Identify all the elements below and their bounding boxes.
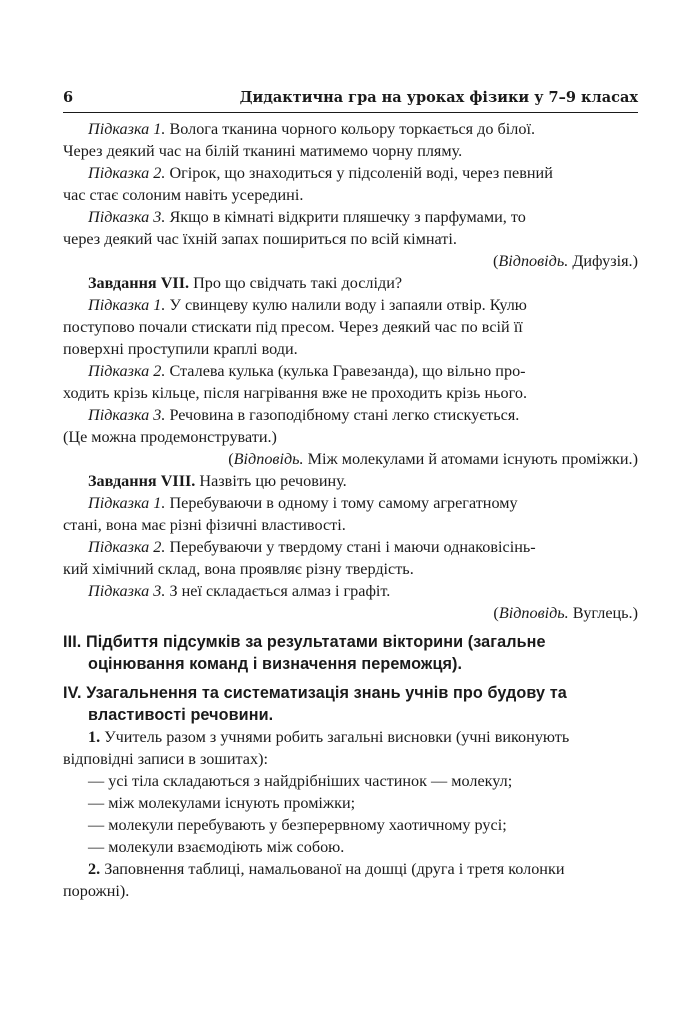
hint-text: Огірок, що знаходиться у підсоленій воді, через певний: [165, 164, 553, 182]
hint-text: У свинцеву кулю налили воду і запаяли отвір. Кулю: [165, 296, 527, 314]
numbered-item-1: [63, 726, 638, 858]
hint-text: час стає солоним навіть усередині.: [63, 186, 304, 204]
hint-label: Підказка 2.: [88, 164, 166, 182]
task-label: Завдання VIII.: [88, 472, 196, 490]
answer: (Відповідь. Вуглець.): [493, 604, 638, 622]
hint-text: поверхні проступили краплі води.: [63, 340, 298, 358]
list-item: — молекули перебувають у безперервному хаотичному русі;: [88, 816, 507, 834]
section-4-heading: IV. Узагальнення та систематизація знань учнів про будову та властивості речовини.: [63, 684, 567, 724]
hint-text: через деякий час їхній запах пошириться по всій кімнаті.: [63, 230, 457, 248]
answer-label: Відповідь.: [233, 450, 304, 468]
hint-label: Підказка 3.: [88, 406, 166, 424]
hint-3: [63, 206, 638, 250]
answer-label: Відповідь.: [498, 604, 569, 622]
answer-text: Між молекулами й атомами існують проміжки.): [303, 450, 638, 468]
hint-label: Підказка 1.: [88, 494, 166, 512]
task-label: Завдання VII.: [88, 274, 190, 292]
answer: (Відповідь. Дифузія.): [493, 252, 638, 270]
hint-label: Підказка 3.: [88, 208, 166, 226]
item-text: Заповнення таблиці, намальованої на дошці (друга і третя колонки: [100, 860, 565, 878]
list-item: — усі тіла складаються з найдрібніших частинок — молекул;: [88, 772, 513, 790]
numbered-item-2: [63, 858, 638, 902]
task-7: [63, 272, 638, 294]
list-item: — молекули взаємодіють між собою.: [88, 838, 345, 856]
book-page: [63, 88, 638, 902]
hint-text: Через деякий час на білій тканині матимемо чорну пляму.: [63, 142, 463, 160]
hint-label: Підказка 1.: [88, 296, 166, 314]
hint-text: Речовина в газоподібному стані легко стискується.: [165, 406, 520, 424]
hint-text: ходить крізь кільце, після нагрівання вже не проходить крізь нього.: [63, 384, 527, 402]
page-number: 6: [63, 89, 74, 106]
task-8: [63, 470, 638, 492]
hint-text: поступово почали стискати під пресом. Через деякий час по всій її: [63, 318, 523, 336]
hint-1: [63, 294, 638, 360]
hint-3: [63, 580, 638, 602]
hint-text: Якщо в кімнаті відкрити пляшечку з парфумами, то: [165, 208, 526, 226]
hint-text: З неї складається алмаз і графіт.: [165, 582, 391, 600]
task-text: Про що свідчать такі досліди?: [189, 274, 403, 292]
answer-label: Відповідь.: [498, 252, 569, 270]
hint-text: Волога тканина чорного кольору торкається до білої.: [165, 120, 535, 138]
task-text: Назвіть цю речовину.: [195, 472, 347, 490]
list-item: — між молекулами існують проміжки;: [88, 794, 356, 812]
running-title: Дидактична гра на уроках фізики у 7–9 класах: [239, 89, 638, 106]
answer-text: Вуглець.): [568, 604, 638, 622]
item-text: порожні).: [63, 882, 130, 900]
hint-1: [63, 492, 638, 536]
item-text: відповідні записи в зошитах):: [63, 750, 268, 768]
hint-label: Підказка 2.: [88, 538, 166, 556]
hint-2: [63, 162, 638, 206]
hint-text: кий хімічний склад, вона проявляє різну твердість.: [63, 560, 414, 578]
item-number: 1.: [88, 728, 101, 746]
running-header: [63, 88, 638, 113]
hint-label: Підказка 2.: [88, 362, 166, 380]
hint-2: [63, 536, 638, 580]
hint-label: Підказка 1.: [88, 120, 166, 138]
hint-text: Перебуваючи в одному і тому самому агрегатному: [165, 494, 518, 512]
answer: (Відповідь. Між молекулами й атомами існують проміжки.): [228, 450, 638, 468]
hint-text: стані, вона має різні фізичні властивості.: [63, 516, 346, 534]
section-3-heading: ІІІ. Підбиття підсумків за результатами вікторини (загальне оцінювання команд і визначення переможця).: [63, 633, 546, 673]
item-number: 2.: [88, 860, 101, 878]
hint-3: [63, 404, 638, 448]
hint-2: [63, 360, 638, 404]
item-text: Учитель разом з учнями робить загальні висновки (учні виконують: [100, 728, 570, 746]
hint-1: [63, 118, 638, 162]
hint-text: (Це можна продемонструвати.): [63, 428, 277, 446]
hint-label: Підказка 3.: [88, 582, 166, 600]
answer-text: Дифузія.): [568, 252, 638, 270]
hint-text: Перебуваючи у твердому стані і маючи однаковісінь-: [165, 538, 536, 556]
hint-text: Сталева кулька (кулька Гравезанда), що вільно про-: [165, 362, 526, 380]
